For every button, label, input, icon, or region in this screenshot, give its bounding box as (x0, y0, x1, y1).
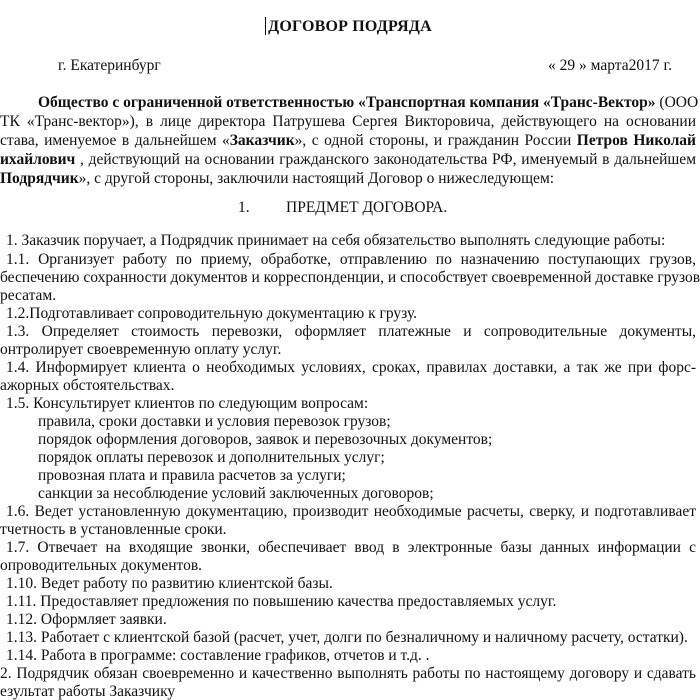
body-line: ресатам. (0, 287, 57, 304)
document-title: ДОГОВОР ПОДРЯДА (268, 18, 432, 35)
preamble-contractor: Подрядчик (0, 170, 79, 187)
preamble-text: », с другой стороны, заключили настоящий Договор о нижеследующем: (78, 170, 555, 187)
preamble-line-3 (0, 132, 696, 150)
body-line: 1.5. Консультирует клиентов по следующим вопросам: (6, 395, 369, 412)
list-item: порядок оплаты перевозок и дополнительных услуг; (38, 449, 385, 466)
preamble-contractor-patronymic: ихайлович (0, 151, 76, 168)
list-item: санкции за несоблюдение условий заключенных договоров; (38, 485, 434, 502)
body-line: 1.12. Оформляет заявки. (6, 611, 167, 628)
preamble-customer: Заказчик (229, 132, 295, 149)
document-city: г. Екатеринбург (58, 57, 161, 74)
body-line: 1.6. Ведет установленную документацию, производит необходимые расчеты, сверку, и подготавливает (6, 503, 696, 520)
body-line: 1.10. Ведет работу по развитию клиентской базы. (6, 575, 333, 592)
list-item: порядок оформления договоров, заявок и перевозочных документов; (38, 431, 493, 448)
body-line: онтролирует своевременную оплату услуг. (0, 341, 282, 358)
body-line: 1. Заказчик поручает, а Подрядчик принимает на себя обязательство выполнять следующие работы: (6, 232, 666, 249)
body-line: 2. Подрядчик обязан своевременно и качественно выполнять работы по настоящему договору и сдавать (0, 665, 696, 682)
section-title: ПРЕДМЕТ ДОГОВОРА. (286, 199, 448, 216)
body-line: опроводительных документов. (0, 557, 203, 574)
preamble-line-1 (38, 94, 698, 112)
body-line: 1.2.Подготавливает сопроводительную документацию к грузу. (6, 305, 418, 322)
preamble-text: , действующий на основании гражданского законодательства РФ, именуемый в дальнейшем (75, 151, 696, 168)
preamble-company-name: Общество с ограниченной ответственностью «Транспортная компания «Транс-Вектор» (38, 94, 656, 111)
body-line: 1.4. Информирует клиента о необходимых условиях, сроках, правилах доставки, а так же при форс- (6, 359, 696, 376)
list-item: провозная плата и правила расчетов за услуги; (38, 467, 346, 484)
list-item: правила, сроки доставки и условия перевозок грузов; (38, 413, 391, 430)
body-line: ажорных обстоятельствах. (0, 377, 175, 394)
section-heading (238, 199, 447, 217)
body-line: беспечению сохранности документов и корреспонденции, и способствует своевременной доставке грузов (0, 269, 700, 286)
preamble-line-5 (0, 170, 554, 188)
body-line: 1.7. Отвечает на входящие звонки, обеспечивает ввод в электронные базы данных информации с (6, 539, 696, 556)
document-date: « 29 » марта2017 г. (548, 57, 672, 74)
body-line: тчетность в установленные сроки. (0, 521, 227, 538)
preamble-line-2: ТК «Транс-вектор»), в лице директора Патрушева Сергея Викторовича, действующего на основании (0, 113, 696, 130)
preamble-contractor-name: Петров Николай (576, 132, 696, 149)
body-line: езультат работы Заказчику (0, 683, 176, 700)
body-line: 1.1. Организует работу по приему, обработке, отправлению по назначению поступающих грузов, (6, 251, 696, 268)
preamble-text: (ООО (655, 94, 699, 111)
body-line: 1.14. Работа в программе: составление графиков, отчетов и т.д. . (6, 647, 430, 664)
preamble-text: става, именуемое в дальнейшем « (0, 132, 230, 149)
body-line: 1.13. Работает с клиентской базой (расчет, учет, долги по безналичному и наличному расчету, остатки). (6, 629, 688, 646)
body-line: 1.11. Предоставляет предложения по повышению качества предоставляемых услуг. (6, 593, 557, 610)
preamble-line-4 (0, 151, 696, 169)
preamble-text: », с одной стороны, и гражданин России (294, 132, 577, 149)
section-number: 1. (238, 199, 250, 216)
body-line: 1.3. Определяет стоимость перевозки, оформляет платежные и сопроводительные документы, (6, 323, 696, 340)
